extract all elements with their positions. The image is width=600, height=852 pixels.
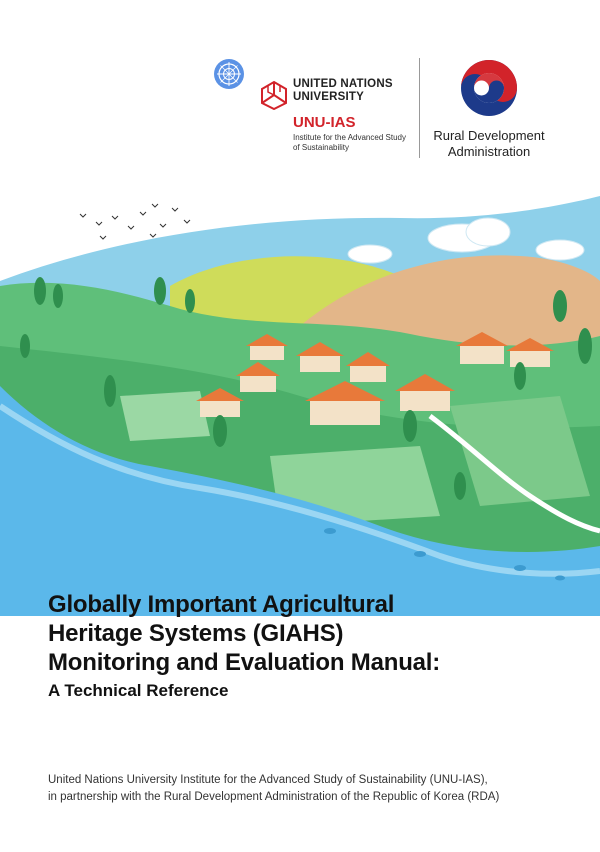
publisher-note [48, 772, 578, 806]
rda-emblem-icon [459, 58, 519, 118]
unu-name [293, 78, 393, 104]
unu-name-line2: UNIVERSITY [293, 91, 365, 103]
publisher-line2: in partnership with the Rural Development Administration of the Republic of Korea (RDA) [48, 791, 500, 803]
publisher-line1: United Nations University Institute for the Advanced Study of Sustainability (UNU-IAS), [48, 774, 488, 786]
unu-ias-sub-line1: Institute for the Advanced Study [293, 133, 406, 142]
unu-ias-subtitle [293, 133, 406, 152]
rda-name-line1: Rural Development [433, 128, 545, 143]
unu-ias-sub-line2: of Sustainability [293, 142, 350, 152]
logo-bar [205, 56, 565, 166]
unu-mark-icon [259, 80, 289, 110]
document-title [48, 590, 568, 677]
logo-divider [419, 58, 420, 158]
rda-name-line2: Administration [447, 144, 531, 159]
title-line1: Globally Important Agricultural [48, 591, 395, 618]
title-line3: Monitoring and Evaluation Manual: [48, 649, 441, 676]
unu-name-line1: UNITED NATIONS [293, 78, 393, 90]
rda-name [431, 128, 547, 160]
document-subtitle: A Technical Reference [48, 681, 229, 700]
unu-ias-label: UNU-IAS [293, 114, 356, 131]
title-block [48, 590, 568, 701]
title-line2: Heritage Systems (GIAHS) [48, 620, 344, 647]
rural-landscape-illustration [0, 196, 600, 616]
un-emblem-icon [213, 58, 245, 90]
